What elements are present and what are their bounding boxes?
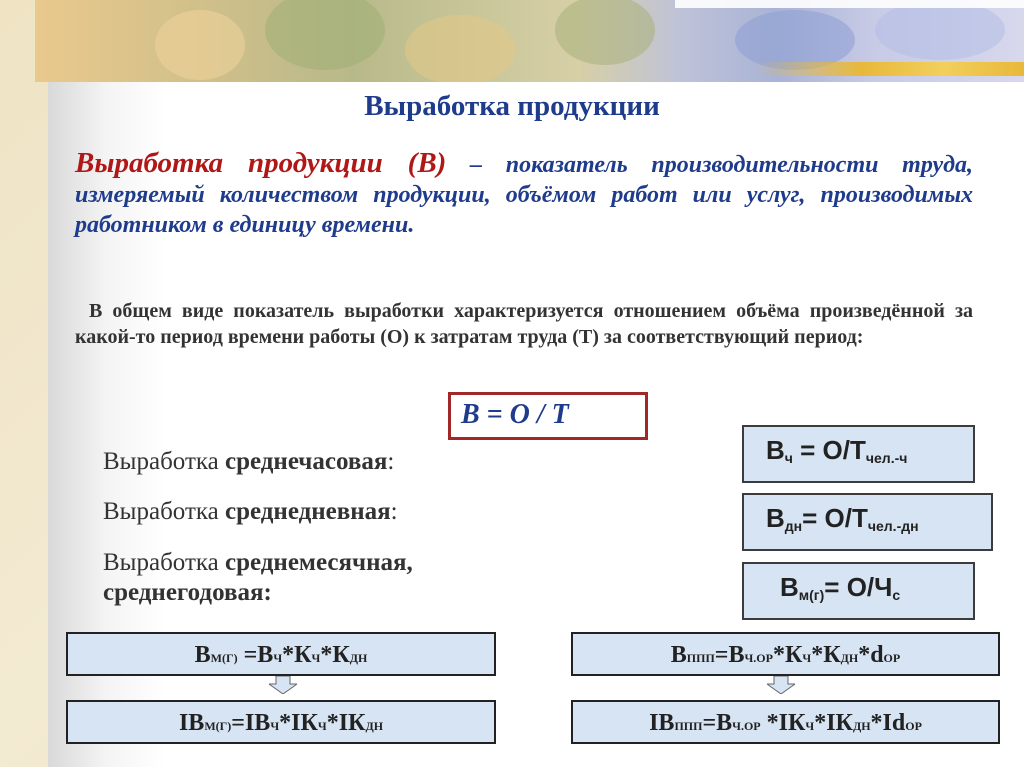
formula-sub: ОР xyxy=(905,719,922,733)
formula-sub: ДН xyxy=(365,719,384,733)
hourly-formula-box xyxy=(742,425,975,483)
formula-sub: ч xyxy=(784,450,793,466)
formula-sub: ДН xyxy=(840,651,859,665)
formula-part: IВ xyxy=(649,710,675,736)
formula-part: В xyxy=(766,503,785,533)
formula-sub: Ч.ОР xyxy=(744,651,773,665)
formula-part: *К xyxy=(320,642,350,668)
formula-part: В xyxy=(670,642,687,668)
formula-part: *К xyxy=(772,642,803,668)
monthly-yearly-output-label xyxy=(103,548,413,608)
formula-part: В xyxy=(194,642,211,668)
formula-part: = О/Ч xyxy=(824,572,893,602)
label-bold: среднедневная xyxy=(225,498,391,525)
hourly-output-label xyxy=(103,448,394,476)
formula-sub: Ч xyxy=(273,651,283,665)
down-arrow-icon xyxy=(269,676,297,694)
formula-sub: с xyxy=(892,587,901,603)
formula-part: *d xyxy=(858,642,884,668)
formula-part: IВ xyxy=(178,710,205,736)
decorative-flower xyxy=(265,0,385,70)
formula-sub: Ч xyxy=(805,719,815,733)
formula-sub: ППП xyxy=(686,651,715,665)
formula-sub: м(г) xyxy=(798,587,825,603)
daily-formula-box xyxy=(742,493,993,551)
formula-sub: Ч.ОР xyxy=(732,719,761,733)
label-bold: среднемесячная, xyxy=(225,549,413,576)
definition-text xyxy=(75,148,973,240)
formula-part: =В xyxy=(702,710,733,736)
formula-sub: ДН xyxy=(349,651,368,665)
down-arrow-icon xyxy=(767,676,795,694)
label-line2: среднегодовая: xyxy=(103,579,272,606)
decorative-flower xyxy=(405,15,515,82)
label-suffix: : xyxy=(390,498,398,525)
formula-part: =В xyxy=(237,642,274,668)
formula-sub: Ч xyxy=(802,651,812,665)
label-prefix: Выработка xyxy=(103,448,225,475)
formula-part: В xyxy=(780,572,799,602)
decorative-flower xyxy=(875,0,1005,60)
formula-part: *IК xyxy=(279,710,318,736)
label-prefix: Выработка xyxy=(103,549,225,576)
formula-sub: М(Г) xyxy=(210,651,238,665)
main-formula: В = О / Т xyxy=(448,392,648,440)
formula-sub: дн xyxy=(784,518,803,534)
decorative-banner xyxy=(35,0,1024,82)
formula-sub: Ч xyxy=(311,651,321,665)
banner-white-strip xyxy=(675,0,1024,8)
formula-part: = О/Т xyxy=(792,435,866,465)
formula-part: *К xyxy=(811,642,841,668)
monthly-formula-box xyxy=(742,562,975,620)
formula-part: =IВ xyxy=(231,710,271,736)
ppp-index-formula xyxy=(571,700,1000,744)
formula-sub: Ч xyxy=(270,719,280,733)
formula-sub: чел.-дн xyxy=(867,518,919,534)
formula-part: *Id xyxy=(870,710,906,736)
decorative-flower xyxy=(555,0,655,65)
output-decomposition-formula xyxy=(66,632,496,676)
label-prefix: Выработка xyxy=(103,498,225,525)
formula-part: В xyxy=(766,435,785,465)
formula-part: = О/Т xyxy=(802,503,868,533)
formula-part: =В xyxy=(714,642,745,668)
ppp-decomposition-formula xyxy=(571,632,1000,676)
label-suffix: : xyxy=(387,448,395,475)
definition-body: – показатель производительности труда, измеряемый количеством продукции, объёмом работ или услуг, производимых работником в единицу времени. xyxy=(75,152,973,238)
output-index-formula xyxy=(66,700,496,744)
formula-part: *IК xyxy=(814,710,853,736)
definition-term: Выработка продукции (В) xyxy=(75,147,447,179)
formula-sub: М(Г) xyxy=(204,719,232,733)
slide-title: Выработка продукции xyxy=(364,90,660,122)
general-description: В общем виде показатель выработки характеризуется отношением объёма произведённой за какой-то период времени работы (О) к затратам труда (Т) за соответствующий период: xyxy=(75,300,973,348)
formula-sub: чел.-ч xyxy=(865,450,908,466)
formula-sub: ППП xyxy=(674,719,703,733)
decorative-flower xyxy=(735,10,855,70)
formula-part: *IК xyxy=(760,710,806,736)
decorative-flower xyxy=(155,10,245,80)
banner-gold-stroke xyxy=(754,62,1024,76)
formula-sub: Ч xyxy=(317,719,327,733)
formula-sub: ОР xyxy=(883,651,901,665)
label-bold: среднечасовая xyxy=(225,448,388,475)
formula-sub: ДН xyxy=(852,719,871,733)
daily-output-label xyxy=(103,498,398,526)
formula-part: *К xyxy=(282,642,312,668)
formula-part: *IК xyxy=(326,710,366,736)
